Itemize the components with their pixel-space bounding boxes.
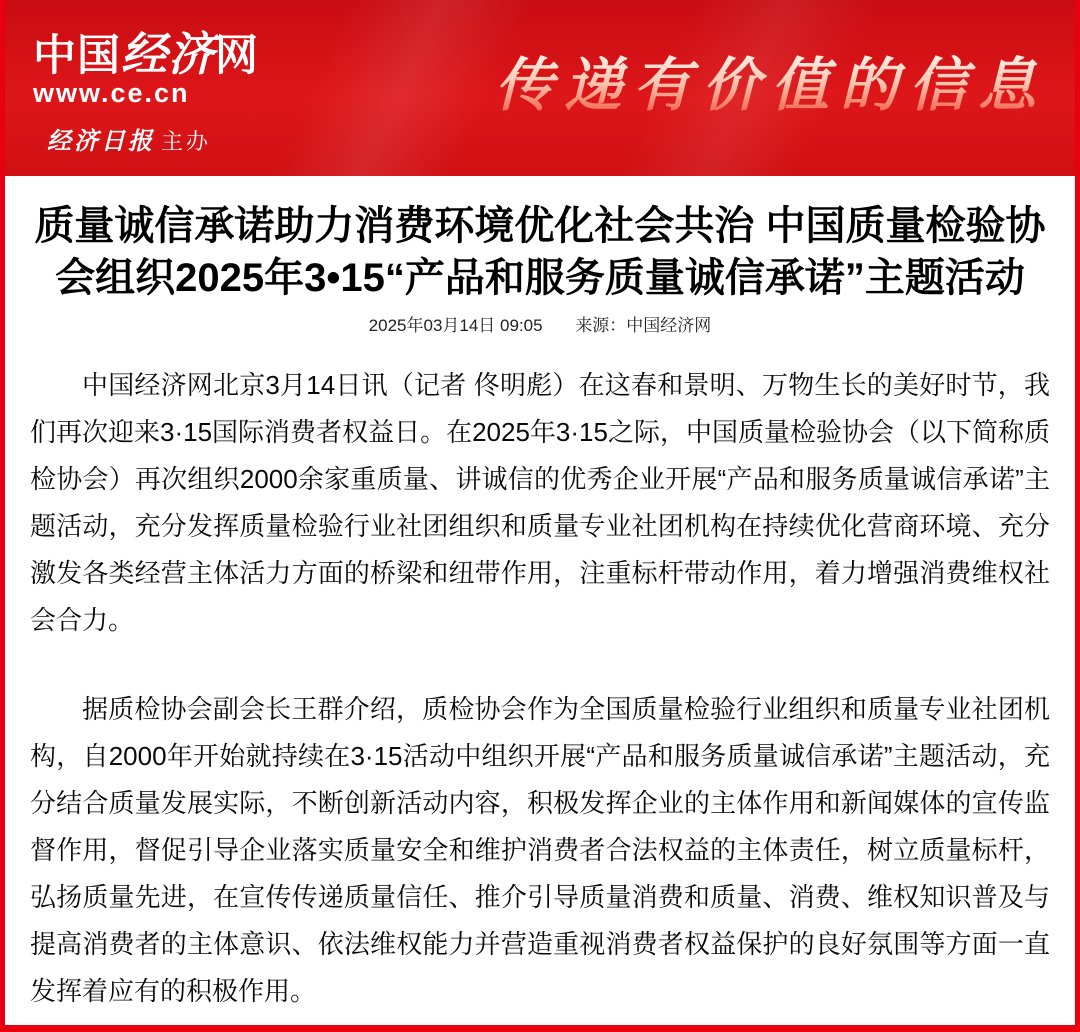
logo-text-part3: 网: [215, 32, 259, 80]
logo-text-part1: 中国: [33, 32, 121, 80]
host-name: 经济日报: [47, 126, 155, 156]
paragraph-2: 据质检协会副会长王群介绍，质检协会作为全国质量检验行业组织和质量专业社团机构，自2000年开始就持续在3·15活动中组织开展“产品和服务质量诚信承诺”主题活动，充分结合质量发展实际，不断创新活动内容，积极发挥企业的主体作用和新闻媒体的宣传监督作用，督促引导企业落实质量安全和维护消费者合法权益的主体责任，树立质量标杆，弘扬质量先进，在宣传传递质量信任、推介引导质量消费和质量、消费、维权知识普及与提高消费者的主体意识、依法维权能力并营造重视消费者权益保护的良好氛围等方面一直发挥着应有的积极作用。: [30, 694, 1050, 1006]
site-logo-wordmark: [33, 27, 259, 81]
logo-text-part2: 经济: [121, 27, 215, 81]
article-title: [30, 200, 1050, 304]
article-source: 来源：中国经济网: [575, 316, 712, 335]
host-suffix: 主办: [161, 129, 212, 155]
site-banner: [5, 0, 1075, 176]
publish-date: 2025年03月14日 09:05: [368, 316, 543, 335]
paragraph-1: 中国经济网北京3月14日讯（记者 佟明彪）在这春和景明、万物生长的美好时节，我们再次迎来3·15国际消费者权益日。在2025年3·15之际，中国质量检验协会（以下简称质检协会）再次组织2000余家重质量、讲诚信的优秀企业开展“产品和服务质量诚信承诺”主题活动，充分发挥质量检验行业社团组织和质量专业社团机构在持续优化营商环境、充分激发各类经营主体活力方面的桥梁和纽带作用，注重标杆带动作用，着力增强消费维权社会合力。: [30, 370, 1050, 635]
article-meta: [30, 316, 1050, 336]
title-line-1: 质量诚信承诺助力消费环境优化社会共治 中国质量检验协: [34, 204, 1046, 248]
site-logo[interactable]: [33, 27, 259, 156]
title-line-2: 会组织2025年3•15“产品和服务质量诚信承诺”主题活动: [55, 256, 1025, 300]
site-host-line: [47, 121, 259, 156]
site-url: www.ce.cn: [33, 78, 190, 109]
banner-slogan: 传递有价值的信息: [494, 51, 1047, 119]
article: [5, 176, 1075, 1025]
